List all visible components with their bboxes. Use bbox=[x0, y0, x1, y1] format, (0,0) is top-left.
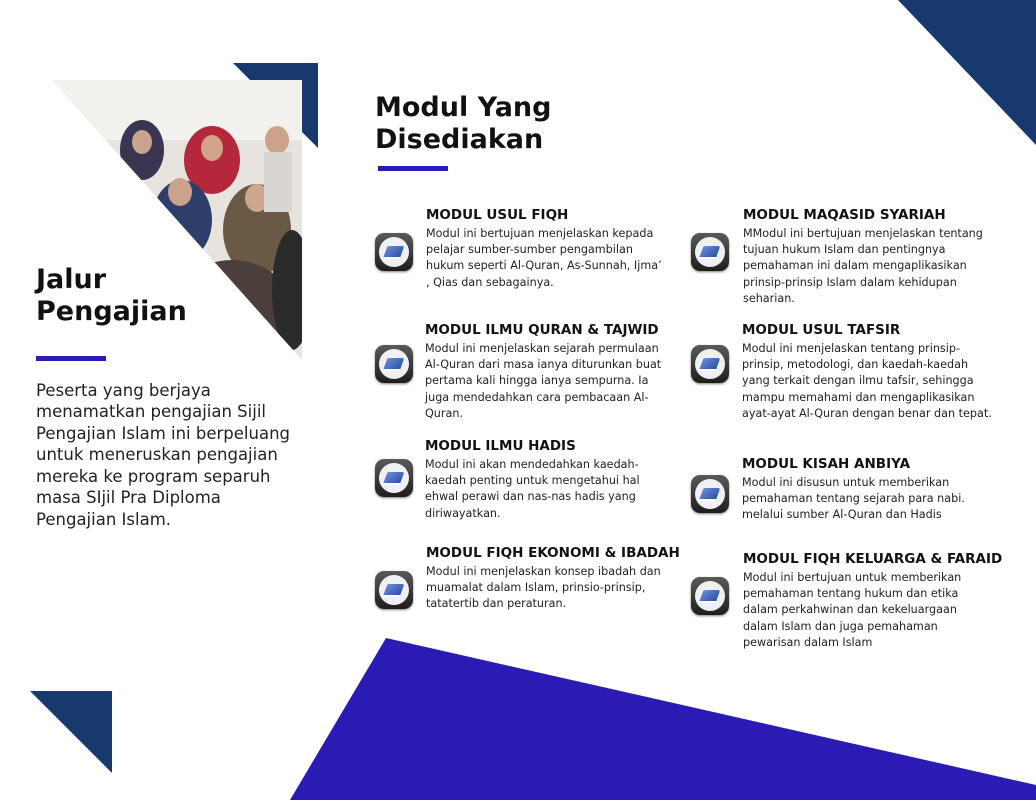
book-icon bbox=[691, 475, 729, 513]
module-usul-fiqh bbox=[426, 207, 726, 291]
section-title-modul bbox=[375, 92, 635, 157]
module-title: MODUL ILMU HADIS bbox=[425, 438, 576, 454]
book-icon bbox=[691, 345, 729, 383]
bottom-indigo-shape bbox=[290, 638, 1036, 800]
top-right-triangle bbox=[898, 0, 1036, 145]
book-icon bbox=[375, 571, 413, 609]
module-title: MODUL ILMU QURAN & TAJWID bbox=[425, 322, 659, 338]
title-underline bbox=[36, 356, 106, 361]
module-ilmu-quran-tajwid bbox=[425, 322, 725, 422]
book-icon bbox=[375, 233, 413, 271]
module-maqasid-syariah bbox=[743, 207, 1036, 307]
module-title: MODUL FIQH EKONOMI & IBADAH bbox=[426, 545, 680, 561]
module-title: MODUL MAQASID SYARIAH bbox=[743, 207, 946, 223]
bottom-left-triangle bbox=[30, 691, 112, 773]
module-kisah-anbiya bbox=[742, 456, 1036, 524]
module-title: MODUL KISAH ANBIYA bbox=[742, 456, 911, 472]
module-description: Modul ini bertujuan untuk memberikan pemahaman tentang hukum dan etika dalam perkahwinan dan kekeluargaan dalam Islam dan juga pemahaman pewarisan dalam Islam bbox=[743, 571, 962, 649]
module-fiqh-ekonomi-ibadah bbox=[426, 545, 726, 613]
module-description: Modul ini menjelaskan tentang prinsip-prinsip, metodologi, dan kaedah-kaedah yang terkait dengan ilmu tafsir, sehingga mampu memahami dan mengaplikasikan ayat-ayat Al-Quran dengan benar dan tepat. bbox=[742, 342, 992, 420]
book-icon bbox=[375, 459, 413, 497]
book-icon bbox=[691, 577, 729, 615]
pathway-description: Peserta yang berjaya menamatkan pengajian Sijil Pengajian Islam ini berpeluang untuk meneruskan pengajian mereka ke program separuh masa SIjil Pra Diploma Pengajian Islam. bbox=[36, 381, 291, 529]
main-title-underline bbox=[378, 166, 448, 171]
module-description: Modul ini bertujuan menjelaskan kepada pelajar sumber-sumber pengambilan hukum seperti Al-Quran, As-Sunnah, Ijma’ , Qias dan sebagainya. bbox=[426, 227, 662, 289]
module-usul-tafsir bbox=[742, 322, 1036, 422]
module-description: MModul ini bertujuan menjelaskan tentang tujuan hukum Islam dan pentingnya pemahaman ini dalam mengaplikasikan prinsip-prinsip Islam dalam kehidupan seharian. bbox=[743, 227, 983, 305]
main-title-line1: Modul Yang bbox=[375, 92, 552, 123]
main-title-line2: Disediakan bbox=[375, 124, 544, 156]
left-title-line1: Jalur bbox=[36, 264, 107, 295]
module-description: Modul ini menjelaskan konsep ibadah dan muamalat dalam Islam, prinsio-prinsip, tatatertib dan peraturan. bbox=[426, 565, 661, 611]
book-icon bbox=[691, 233, 729, 271]
left-title-line2: Pengajian bbox=[36, 296, 187, 328]
module-title: MODUL USUL TAFSIR bbox=[742, 322, 901, 338]
module-description: Modul ini disusun untuk memberikan pemahaman tentang sejarah para nabi. melalui sumber Al-Quran dan Hadis bbox=[742, 476, 965, 522]
book-icon bbox=[375, 345, 413, 383]
module-title: MODUL USUL FIQH bbox=[426, 207, 569, 223]
section-title-jalur-pengajian bbox=[36, 264, 256, 329]
module-description: Modul ini menjelaskan sejarah permulaan Al-Quran dari masa ianya diturunkan buat pertama kali hingga ianya sempurna. Ia juga mendedahkan cara pembacaan Al-Quran. bbox=[425, 342, 662, 420]
module-ilmu-hadis bbox=[425, 438, 725, 522]
module-description: Modul ini akan mendedahkan kaedah-kaedah penting untuk mengetahui hal ehwal perawi dan nas-nas hadis yang diriwayatkan. bbox=[425, 458, 640, 520]
module-fiqh-keluarga-faraid bbox=[743, 551, 1036, 651]
module-title: MODUL FIQH KELUARGA & FARAID bbox=[743, 551, 1003, 567]
